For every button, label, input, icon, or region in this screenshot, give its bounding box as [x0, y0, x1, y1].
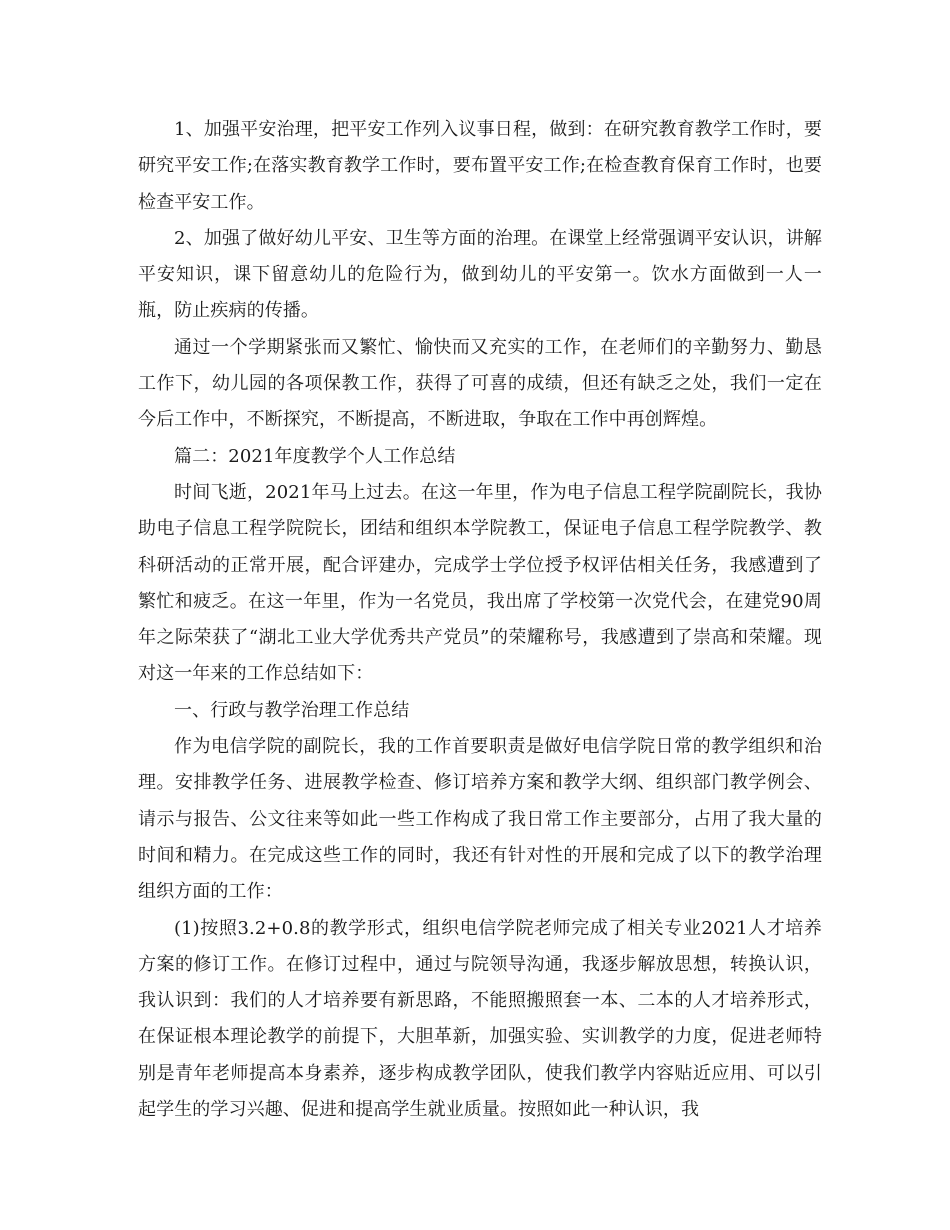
paragraph-child-safety-hygiene: 2、加强了做好幼儿平安、卫生等方面的治理。在课堂上经常强调平安认识，讲解平安知识，课下留意幼儿的危险行为，做到幼儿的平安第一。饮水方面做到一人一瓶，防止疾病的传播。: [138, 227, 822, 322]
paragraph-semester-summary: 通过一个学期紧张而又繁忙、愉快而又充实的工作，在老师们的辛勤努力、勤恳工作下，幼儿园的各项保教工作，获得了可喜的成绩，但还有缺乏之处，我们一定在今后工作中，不断探究，不断提高，不断进取，争取在工作中再创辉煌。: [138, 336, 822, 431]
paragraph-deputy-dean-duties: 作为电信学院的副院长，我的工作首要职责是做好电信学院日常的教学组织和治理。安排教学任务、进展教学检查、修订培养方案和教学大纲、组织部门教学例会、请示与报告、公文往来等如此一些工作构成了我日常工作主要部分，占用了我大量的时间和精力。在完成这些工作的同时，我还有针对性的开展和完成了以下的教学治理组织方面的工作：: [138, 736, 822, 903]
paragraph-training-plan-revision: (1)按照3.2+0.8的教学形式，组织电信学院老师完成了相关专业2021人才培养方案的修订工作。在修订过程中，通过与院领导沟通，我逐步解放思想，转换认识，我认识到：我们的人才培养要有新思路，不能照搬照套一本、二本的人才培养形式，在保证根本理论教学的前提下，大胆革新，加强实验、实训教学的力度，促进老师特别是青年老师提高本身素养，逐步构成教学团队，使我们教学内容贴近应用、可以引起学生的学习兴趣、促进和提高学生就业质量。按照如此一种认识，我: [138, 917, 822, 1121]
section-heading-part-two: 篇二：2021年度教学个人工作总结: [174, 445, 456, 467]
paragraph-year-overview: 时间飞逝，2021年马上过去。在这一年里，作为电子信息工程学院副院长，我协助电子信息工程学院院长，团结和组织本学院教工，保证电子信息工程学院教学、教科研活动的正常开展，配合评建办，完成学士学位授予权评估相关任务，我感遭到了繁忙和疲乏。在这一年里，作为一名党员，我出席了学校第一次党代会，在建党90周年之际荣获了“湖北工业大学优秀共产党员”的荣耀称号，我感遭到了崇高和荣耀。现对这一年来的工作总结如下：: [138, 481, 822, 685]
paragraph-safety-management: 1、加强平安治理，把平安工作列入议事日程，做到：在研究教育教学工作时，要研究平安工作;在落实教育教学工作时，要布置平安工作;在检查教育保育工作时，也要检查平安工作。: [138, 119, 822, 213]
section-heading-administration: 一、行政与教学治理工作总结: [174, 699, 410, 721]
document-body: [138, 112, 822, 1128]
